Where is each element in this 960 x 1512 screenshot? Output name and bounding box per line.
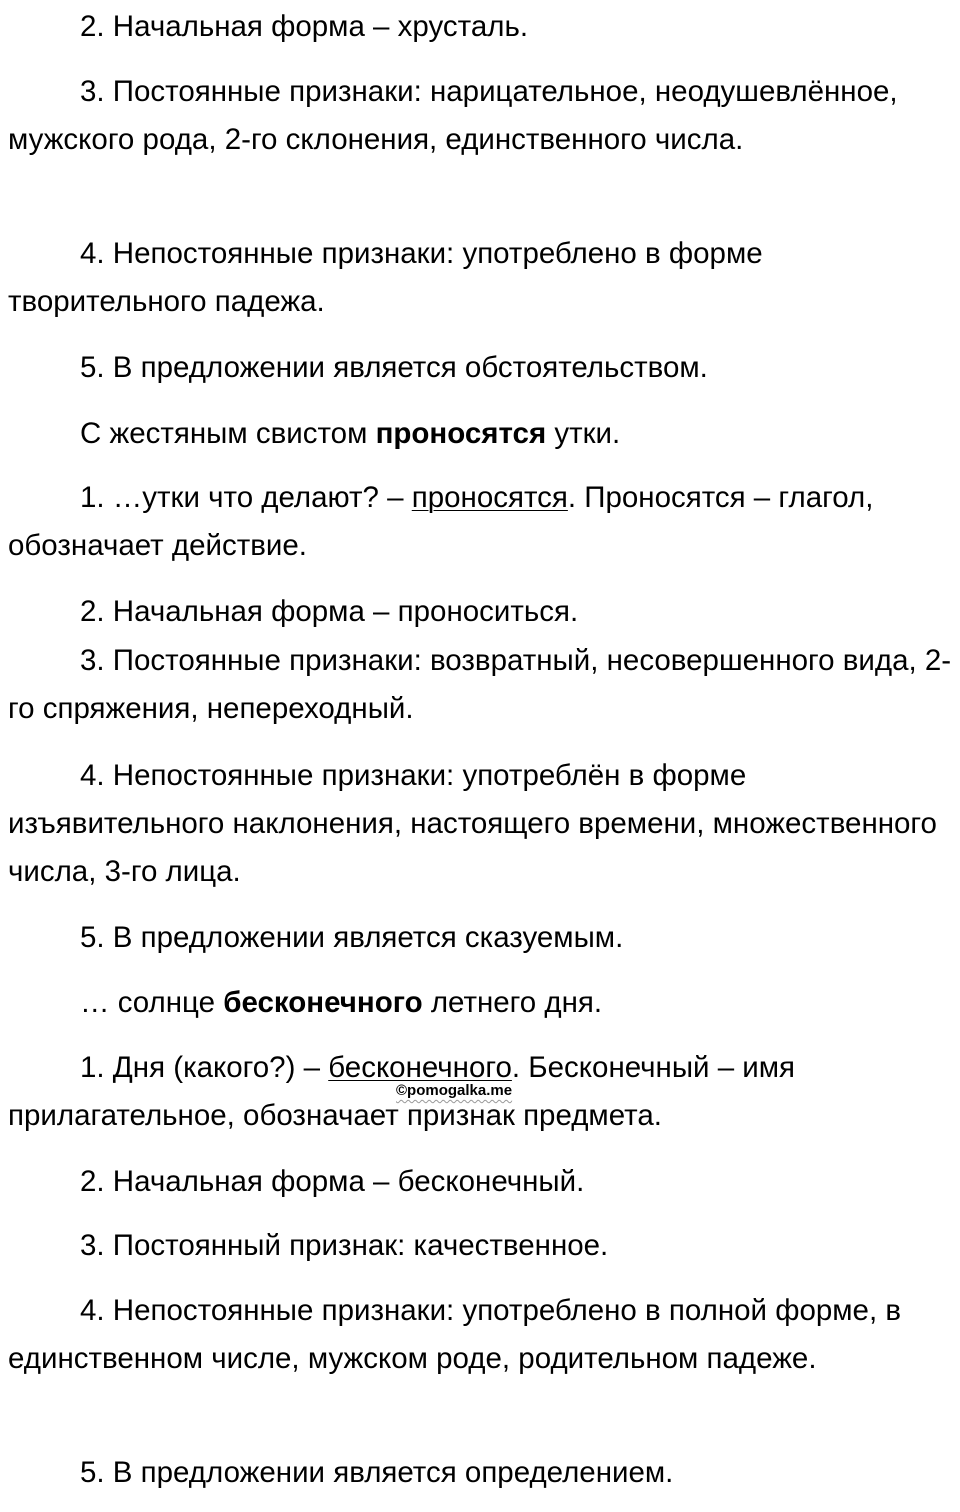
underlined-word: проносятся <box>411 481 568 514</box>
paragraph-sentence-role-predicate: 5. В предложении является сказуемым. <box>80 921 624 954</box>
paragraph-example-sentence-sun <box>8 979 952 1027</box>
example-bold-word: проносятся <box>375 417 547 450</box>
paragraph-sentence-role-attribute: 5. В предложении является определением. <box>80 1456 674 1489</box>
example-text-before: … солнце <box>80 986 224 1019</box>
example-text-after: утки. <box>546 417 621 450</box>
paragraph-example-sentence-ducks <box>8 410 952 458</box>
paragraph-verb-question <box>8 474 952 570</box>
paragraph-sentence-role-adverbial: 5. В предложении является обстоятельством. <box>80 351 708 384</box>
paragraph-variable-features-verb: 4. Непостоянные признаки: употреблён в форме изъявительного наклонения, настоящего времени, множественного числа, 3-го лица. <box>8 759 937 888</box>
underlined-word: бесконечного <box>328 1051 512 1084</box>
paragraph-variable-features-noun: 4. Непостоянные признаки: употреблено в форме творительного падежа. <box>8 237 763 318</box>
example-text-before: С жестяным свистом <box>80 417 376 450</box>
paragraph-variable-features-adjective: 4. Непостоянные признаки: употреблено в полной форме, в единственном числе, мужском роде, родительном падеже. <box>8 1294 902 1375</box>
paragraph-initial-form-khrustal: 2. Начальная форма – хрусталь. <box>80 10 529 43</box>
question-text-before: 1. Дня (какого?) – <box>80 1051 329 1084</box>
paragraph-constant-features-noun: 3. Постоянные признаки: нарицательное, неодушевлённое, мужского рода, 2-го склонения, единственного числа. <box>8 75 898 156</box>
question-text-before: 1. …утки что делают? – <box>80 481 412 514</box>
question-text-after: . Бесконечный – имя прилагательное, обозначает признак предмета. <box>8 1051 796 1132</box>
question-text-after: . Проносятся – глагол, обозначает действие. <box>8 481 874 562</box>
watermark: ©pomogalka.me <box>396 1082 513 1099</box>
example-bold-word: бесконечного <box>223 986 423 1019</box>
example-text-after: летнего дня. <box>422 986 603 1019</box>
paragraph-constant-feature-adjective: 3. Постоянный признак: качественное. <box>80 1229 609 1262</box>
paragraph-initial-form-verb: 2. Начальная форма – проноситься. <box>80 595 579 628</box>
paragraph-initial-form-adjective: 2. Начальная форма – бесконечный. <box>80 1165 585 1198</box>
paragraph-constant-features-verb: 3. Постоянные признаки: возвратный, несовершенного вида, 2-го спряжения, непереходный. <box>8 644 952 725</box>
